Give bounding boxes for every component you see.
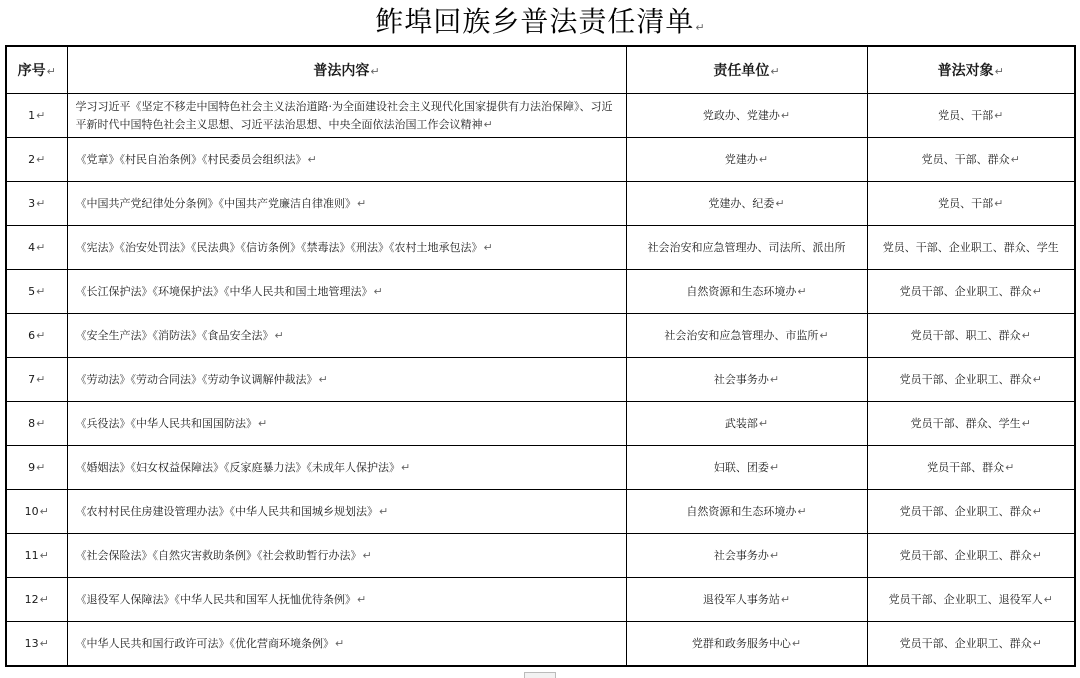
row-index: 1↵ — [6, 94, 67, 138]
row-index: 8↵ — [6, 402, 67, 446]
table-row — [6, 270, 1075, 314]
table-header-row — [6, 46, 1075, 94]
table-body — [6, 94, 1075, 667]
row-content: 《劳动法》《劳动合同法》《劳动争议调解仲裁法》↵ — [67, 358, 626, 402]
header-content: 普法内容↵ — [67, 46, 626, 94]
row-target: 党员、干部、群众↵ — [867, 138, 1075, 182]
table-row — [6, 578, 1075, 622]
row-target: 党员、干部↵ — [867, 182, 1075, 226]
title-text: 鲊埠回族乡普法责任清单 — [375, 5, 695, 38]
row-index: 5↵ — [6, 270, 67, 314]
paragraph-mark-icon: ↵ — [695, 21, 705, 34]
row-content: 《党章》《村民自治条例》《村民委员会组织法》↵ — [67, 138, 626, 182]
row-unit: 自然资源和生态环境办↵ — [626, 270, 867, 314]
document-title — [0, 2, 1080, 42]
row-target: 党员干部、职工、群众↵ — [867, 314, 1075, 358]
row-content: 《婚姻法》《妇女权益保障法》《反家庭暴力法》《未成年人保护法》↵ — [67, 446, 626, 490]
row-index: 11↵ — [6, 534, 67, 578]
row-index: 3↵ — [6, 182, 67, 226]
row-unit: 自然资源和生态环境办↵ — [626, 490, 867, 534]
row-content: 《宪法》《治安处罚法》《民法典》《信访条例》《禁毒法》《刑法》《农村土地承包法》↵ — [67, 226, 626, 270]
table-row — [6, 182, 1075, 226]
row-unit: 社会事务办↵ — [626, 358, 867, 402]
row-index: 2↵ — [6, 138, 67, 182]
row-unit: 党建办、纪委↵ — [626, 182, 867, 226]
row-unit: 社会治安和应急管理办、市监所↵ — [626, 314, 867, 358]
table-row — [6, 534, 1075, 578]
row-target: 党员干部、企业职工、群众↵ — [867, 358, 1075, 402]
row-unit: 党建办↵ — [626, 138, 867, 182]
row-index: 10↵ — [6, 490, 67, 534]
table-row — [6, 490, 1075, 534]
row-target: 党员干部、群众、学生↵ — [867, 402, 1075, 446]
row-target: 党员干部、企业职工、群众↵ — [867, 622, 1075, 667]
row-unit: 社会事务办↵ — [626, 534, 867, 578]
header-index: 序号↵ — [6, 46, 67, 94]
table-row — [6, 94, 1075, 138]
row-unit: 妇联、团委↵ — [626, 446, 867, 490]
paragraph-mark-icon: ↵ — [770, 65, 780, 78]
row-content: 《安全生产法》《消防法》《食品安全法》↵ — [67, 314, 626, 358]
paragraph-mark-icon: ↵ — [46, 65, 56, 78]
table-row — [6, 446, 1075, 490]
row-content: 《中华人民共和国行政许可法》《优化营商环境条例》↵ — [67, 622, 626, 667]
row-index: 7↵ — [6, 358, 67, 402]
table-row — [6, 138, 1075, 182]
row-content: 《中国共产党纪律处分条例》《中国共产党廉洁自律准则》↵ — [67, 182, 626, 226]
row-target: 党员干部、企业职工、群众↵ — [867, 490, 1075, 534]
row-unit: 党政办、党建办↵ — [626, 94, 867, 138]
paragraph-mark-icon: ↵ — [994, 65, 1004, 78]
row-index: 4↵ — [6, 226, 67, 270]
row-content: 《长江保护法》《环境保护法》《中华人民共和国土地管理法》↵ — [67, 270, 626, 314]
row-unit: 党群和政务服务中心↵ — [626, 622, 867, 667]
row-target: 党员干部、企业职工、群众↵ — [867, 270, 1075, 314]
row-unit: 武装部↵ — [626, 402, 867, 446]
table-row — [6, 402, 1075, 446]
page-break-tab — [524, 672, 556, 678]
header-target: 普法对象↵ — [867, 46, 1075, 94]
row-target: 党员干部、企业职工、群众↵ — [867, 534, 1075, 578]
table-row — [6, 314, 1075, 358]
table-row — [6, 622, 1075, 667]
table-row — [6, 358, 1075, 402]
row-index: 6↵ — [6, 314, 67, 358]
row-content: 学习习近平《坚定不移走中国特色社会主义法治道路·为全面建设社会主义现代化国家提供有力法治保障》、习近平新时代中国特色社会主义思想、习近平法治思想、中央全面依法治国工作会议精神↵ — [67, 94, 626, 138]
row-index: 12↵ — [6, 578, 67, 622]
row-content: 《农村村民住房建设管理办法》《中华人民共和国城乡规划法》↵ — [67, 490, 626, 534]
row-target: 党员、干部、企业职工、群众、学生 — [867, 226, 1075, 270]
row-unit: 退役军人事务站↵ — [626, 578, 867, 622]
row-content: 《退役军人保障法》《中华人民共和国军人抚恤优待条例》↵ — [67, 578, 626, 622]
table-row — [6, 226, 1075, 270]
row-content: 《兵役法》《中华人民共和国国防法》↵ — [67, 402, 626, 446]
row-target: 党员、干部↵ — [867, 94, 1075, 138]
row-target: 党员干部、企业职工、退役军人↵ — [867, 578, 1075, 622]
row-unit: 社会治安和应急管理办、司法所、派出所 — [626, 226, 867, 270]
paragraph-mark-icon: ↵ — [370, 65, 380, 78]
row-content: 《社会保险法》《自然灾害救助条例》《社会救助暂行办法》↵ — [67, 534, 626, 578]
row-index: 13↵ — [6, 622, 67, 667]
responsibility-table — [5, 45, 1076, 667]
row-index: 9↵ — [6, 446, 67, 490]
header-unit: 责任单位↵ — [626, 46, 867, 94]
row-target: 党员干部、群众↵ — [867, 446, 1075, 490]
